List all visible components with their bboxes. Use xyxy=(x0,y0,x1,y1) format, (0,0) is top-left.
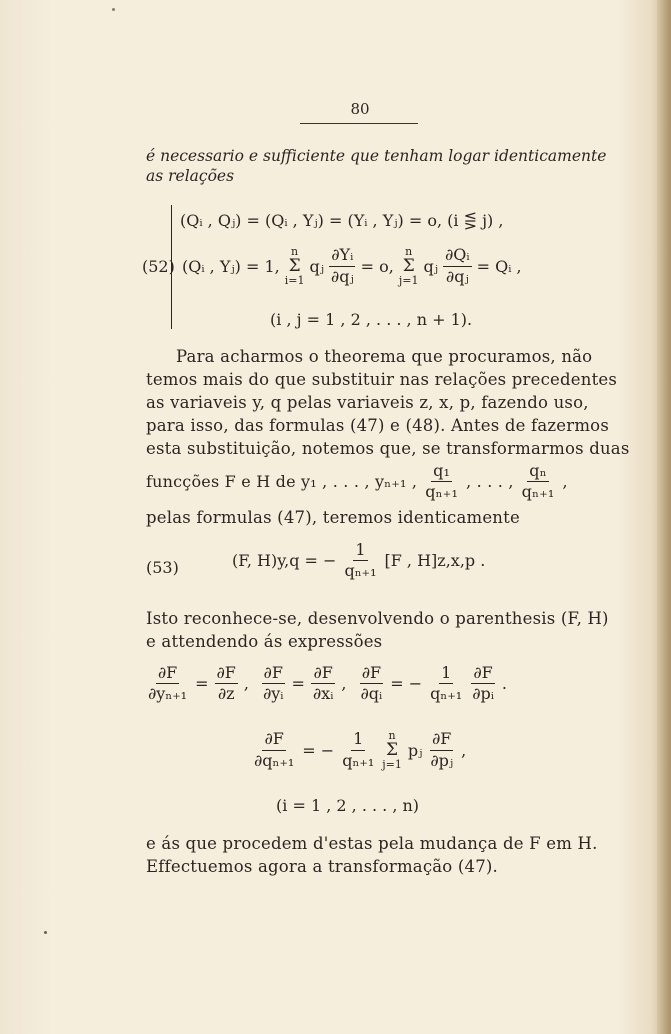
fraction-denominator: ∂qᵢ xyxy=(360,684,383,704)
sum-upper: n xyxy=(388,729,396,742)
paragraph-line: para isso, das formulas (47) e (48). Antes de fazermos xyxy=(146,416,609,435)
sum-lower: j=1 xyxy=(382,757,402,771)
fraction-numerator: ∂F xyxy=(156,664,179,684)
fraction-numerator: ∂F xyxy=(262,664,285,684)
fraction-dF-dz xyxy=(215,664,238,704)
fraction-numerator: ∂F xyxy=(360,664,383,684)
fraction-numerator: q₁ xyxy=(431,462,452,482)
fraction-denominator: qₙ₊₁ xyxy=(425,482,459,502)
equals: = xyxy=(291,674,305,694)
fraction-1-qn1 xyxy=(340,730,376,770)
comma: , xyxy=(243,674,249,694)
equation-53 xyxy=(232,541,485,581)
fraction-denominator: ∂pⱼ xyxy=(430,750,454,770)
paragraph-line: Para acharmos o theorema que procuramos, não xyxy=(176,347,593,366)
page-spine-shadow xyxy=(657,0,671,1034)
sum-lower: i=1 xyxy=(284,273,305,287)
fraction-dQ-dq xyxy=(443,246,472,286)
intro-line-1: é necessario e sufficiente que tenham logar identicamente xyxy=(146,147,607,165)
derivative-expressions-2 xyxy=(252,730,466,770)
fraction-denominator: qₙ₊₁ xyxy=(342,750,375,770)
fraction-qn-qn1 xyxy=(520,462,557,502)
comma: , xyxy=(461,740,467,760)
fraction-numerator: ∂Qᵢ xyxy=(443,246,472,266)
fraction-1-qn1 xyxy=(428,664,464,704)
equals-zero: = o, xyxy=(360,256,394,276)
system-row-3: (i , j = 1 , 2 , . . . , n + 1). xyxy=(270,310,473,329)
fraction-denominator: ∂xᵢ xyxy=(312,684,334,704)
fraction-numerator: ∂F xyxy=(311,664,334,684)
fraction-dF-dyi xyxy=(261,664,286,704)
fraction-denominator: ∂qⱼ xyxy=(330,266,354,286)
sum-operator: n Σ i=1 xyxy=(284,245,305,287)
q-term: qⱼ xyxy=(423,256,438,276)
fraction-denominator: qₙ₊₁ xyxy=(430,684,463,704)
paper-speck xyxy=(112,8,115,11)
paper-speck xyxy=(44,931,47,934)
functions-text: funcções F e H de y₁ , . . . , yₙ₊₁ , xyxy=(146,472,418,492)
sum-lower: j=1 xyxy=(398,273,419,287)
sum-upper: n xyxy=(291,245,299,258)
fraction-dF-dqn1 xyxy=(252,730,296,770)
paragraph-line: e ás que procedem d'estas pela mudança de F em H. xyxy=(146,834,598,853)
fraction-denominator: qₙ₊₁ xyxy=(344,561,377,581)
fraction-dF-dpj xyxy=(428,730,455,770)
period: . xyxy=(501,674,508,694)
fraction-numerator: ∂Yᵢ xyxy=(329,246,355,266)
fraction-denominator: ∂pᵢ xyxy=(472,684,494,704)
page-number: 80 xyxy=(350,100,370,118)
fraction-numerator: ∂F xyxy=(471,664,494,684)
functions-line xyxy=(146,462,568,502)
comma: , xyxy=(341,674,347,694)
fraction-denominator: ∂yₙ₊₁ xyxy=(148,684,188,704)
fraction-numerator: qₙ xyxy=(527,462,549,482)
fraction-q1-qn1 xyxy=(423,462,460,502)
sum-operator: n Σ j=1 xyxy=(382,729,402,771)
fraction-dY-dq xyxy=(329,246,356,286)
paragraph-line: e attendendo ás expressões xyxy=(146,632,383,651)
fraction-denominator: ∂z xyxy=(217,684,235,704)
fraction-dF-dqi xyxy=(359,664,385,704)
comma: , xyxy=(562,472,568,492)
p-term: pⱼ xyxy=(407,740,423,760)
fraction-denominator: ∂qⱼ xyxy=(445,266,469,286)
intro-line-2: as relações xyxy=(146,167,235,185)
ellipsis: , . . . , xyxy=(466,472,514,492)
fraction-1-qn1 xyxy=(342,541,378,581)
paragraph-line: temos mais do que substituir nas relações precedentes xyxy=(146,370,618,389)
equation-lhs: (F, H)y,q = − xyxy=(232,551,337,571)
fraction-numerator: ∂F xyxy=(262,730,285,750)
fraction-dF-dyn1 xyxy=(146,664,189,704)
equals-Q: = Qᵢ , xyxy=(476,256,522,276)
fraction-numerator: 1 xyxy=(353,541,367,561)
derivative-expressions-1 xyxy=(146,664,507,704)
system-row-1: (Qᵢ , Qⱼ) = (Qᵢ , Yⱼ) = (Yᵢ , Yⱼ) = o, (i ⋚ j) , xyxy=(180,211,504,230)
fraction-denominator: qₙ₊₁ xyxy=(521,482,555,502)
fraction-numerator: 1 xyxy=(439,664,453,684)
fraction-dF-dpi xyxy=(470,664,496,704)
paragraph-line: pelas formulas (47), teremos identicamente xyxy=(146,508,520,527)
sum-upper: n xyxy=(405,245,413,258)
fraction-numerator: 1 xyxy=(351,730,365,750)
header-rule xyxy=(300,123,418,124)
paragraph-line: Isto reconhece-se, desenvolvendo o parenthesis (F, H) xyxy=(146,609,609,628)
equation-rhs: [F , H]z,x,p . xyxy=(384,551,486,571)
fraction-dF-dxi xyxy=(311,664,336,704)
sum-operator: n Σ j=1 xyxy=(398,245,419,287)
paragraph-line: esta substituição, notemos que, se transformarmos duas xyxy=(146,439,630,458)
q-term: qⱼ xyxy=(309,256,324,276)
paragraph-line: Effectuemos agora a transformação (47). xyxy=(146,857,498,876)
fraction-numerator: ∂F xyxy=(430,730,453,750)
fraction-numerator: ∂F xyxy=(215,664,238,684)
equation-label-52: (52) xyxy=(142,257,175,276)
equals: = xyxy=(195,674,209,694)
paragraph-line: as variaveis y, q pelas variaveis z, x, p, fazendo uso, xyxy=(146,393,589,412)
equals-minus: = − xyxy=(302,740,335,760)
system-row-2-start: (Qᵢ , Yⱼ) = 1, xyxy=(182,256,280,276)
fraction-denominator: ∂yᵢ xyxy=(262,684,284,704)
equals-minus: = − xyxy=(390,674,423,694)
system-row-2 xyxy=(182,246,522,286)
equation-label-53: (53) xyxy=(146,558,179,577)
index-range: (i = 1 , 2 , . . . , n) xyxy=(276,796,420,815)
fraction-denominator: ∂qₙ₊₁ xyxy=(254,750,295,770)
